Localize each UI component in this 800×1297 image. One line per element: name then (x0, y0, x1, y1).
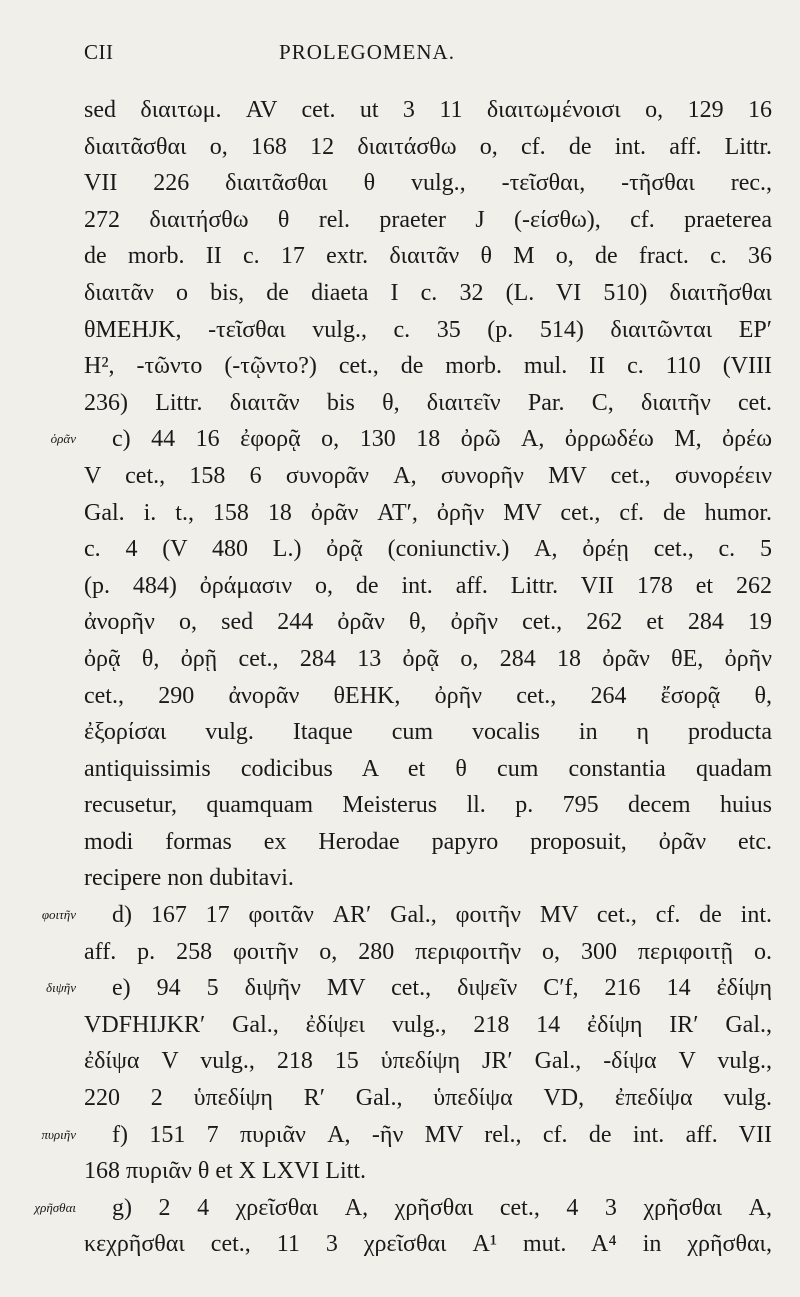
line-text: c. 4 (V 480 L.) ὀρᾷ (coniunctiv.) A, ὀρέῃ cet., c. 5 (84, 536, 772, 563)
text-line (50, 421, 772, 458)
line-text: Gal. i. t., 158 18 ὀρᾶν AT′, ὀρῆν MV cet., cf. de humor. (84, 499, 772, 526)
text-line (84, 1226, 772, 1263)
text-line (84, 1007, 772, 1044)
text-line (84, 1043, 772, 1080)
line-text: e) 94 5 διψῆν MV cet., διψεῖν C′f, 216 14 ἐδίψη (112, 975, 772, 1002)
text-line (84, 568, 772, 605)
page-body (34, 92, 772, 1263)
line-text: 236) Littr. διαιτᾶν bis θ, διαιτεῖν Par. C, διαιτῆν cet. (84, 389, 772, 416)
text-line (84, 824, 772, 861)
line-text: ὀρᾷ θ, ὀρῇ cet., 284 13 ὀρᾷ ο, 284 18 ὀρᾶν θE, ὀρῆν (84, 645, 772, 672)
line-text: ἀνορῆν ο, sed 244 ὀρᾶν θ, ὀρῆν cet., 262 et 284 19 (84, 609, 772, 636)
line-text: d) 167 17 φοιτᾶν AR′ Gal., φοιτῆν MV cet., cf. de int. (112, 902, 772, 929)
line-text: H², -τῶντο (-τῷντο?) cet., de morb. mul. II c. 110 (VIII (84, 353, 772, 380)
line-text: f) 151 7 πυριᾶν A, -ῆν MV rel., cf. de int. aff. VII (112, 1121, 772, 1148)
line-text: V cet., 158 6 συνορᾶν A, συνορῆν MV cet., συνορέειν (84, 462, 772, 489)
text-line (46, 970, 772, 1007)
line-text: g) 2 4 χρεῖσθαι A, χρῆσθαι cet., 4 3 χρῆσθαι A, (112, 1194, 772, 1221)
running-head: PROLEGOMENA. (279, 40, 455, 64)
text-line (41, 1117, 772, 1154)
text-line (84, 641, 772, 678)
page-number: CII (84, 40, 114, 64)
margin-note: χρῆσθαι (34, 1199, 76, 1215)
line-text: θMEHJK, -τεῖσθαι vulg., c. 35 (p. 514) διαιτῶνται EP′ (84, 316, 772, 343)
line-text: de morb. II c. 17 extr. διαιτᾶν θ M ο, de fract. c. 36 (84, 243, 772, 270)
text-line (84, 860, 772, 897)
text-line (84, 751, 772, 788)
text-line (84, 604, 772, 641)
line-text: recipere non dubitavi. (84, 865, 294, 892)
line-text: 272 διαιτήσθω θ rel. praeter J (-είσθω), cf. praeterea (84, 206, 772, 233)
line-text: c) 44 16 ἐφορᾷ ο, 130 18 ὀρῶ A, ὀρρωδέω M, ὀρέω (112, 426, 772, 453)
line-text: ἐδίψα V vulg., 218 15 ὑπεδίψη JR′ Gal., -δίψα V vulg., (84, 1048, 772, 1075)
line-text: sed διαιτωμ. AV cet. ut 3 11 διαιτωμένοισι ο, 129 16 (84, 97, 772, 123)
line-text: recusetur, quamquam Meisterus ll. p. 795 decem huius (84, 792, 772, 819)
line-text: ἐξορίσαι vulg. Itaque cum vocalis in η producta (84, 719, 772, 746)
line-text: διαιτᾶν ο bis, de diaeta I c. 32 (L. VI 510) διαιτῆσθαι (84, 279, 772, 306)
margin-note: πυριῆν (41, 1126, 76, 1142)
line-text: 220 2 ὑπεδίψη R′ Gal., ὑπεδίψα VD, ἐπεδίψα vulg. (84, 1085, 772, 1112)
text-line (84, 92, 772, 129)
line-text: κεχρῆσθαι cet., 11 3 χρεῖσθαι A¹ mut. A⁴ in χρῆσθαι, (84, 1231, 772, 1258)
line-text: VDFHIJKR′ Gal., ἐδίψει vulg., 218 14 ἐδίψη IR′ Gal., (84, 1011, 772, 1038)
text-line (84, 531, 772, 568)
line-text: aff. p. 258 φοιτῆν ο, 280 περιφοιτῆν ο, 300 περιφοιτῇ ο. (84, 938, 772, 965)
margin-note: ὁρᾶν (50, 431, 76, 447)
line-text: VII 226 διαιτᾶσθαι θ vulg., -τεῖσθαι, -τῆσθαι rec., (84, 170, 772, 197)
line-text: modi formas ex Herodae papyro proposuit, ὀρᾶν etc. (84, 828, 772, 855)
text-line (84, 348, 772, 385)
text-line (84, 678, 772, 715)
text-line (84, 312, 772, 349)
text-line (84, 202, 772, 239)
text-line (84, 129, 772, 166)
text-line (84, 1080, 772, 1117)
text-line (84, 495, 772, 532)
text-line (84, 385, 772, 422)
text-line (84, 165, 772, 202)
text-line (84, 458, 772, 495)
line-text: διαιτᾶσθαι ο, 168 12 διαιτάσθω ο, cf. de int. aff. Littr. (84, 133, 772, 160)
page-header (84, 40, 760, 76)
line-text: antiquissimis codicibus A et θ cum constantia quadam (84, 755, 772, 782)
margin-note: διψῆν (46, 980, 76, 996)
text-line (84, 714, 772, 751)
text-line (84, 275, 772, 312)
line-text: (p. 484) ὀράμασιν ο, de int. aff. Littr. VII 178 et 262 (84, 572, 772, 599)
text-line (84, 1153, 772, 1190)
text-line (84, 934, 772, 971)
text-line (34, 1190, 772, 1227)
margin-note: φοιτῆν (41, 907, 76, 923)
line-text: cet., 290 ἀνορᾶν θEHK, ὀρῆν cet., 264 ἔσορᾷ θ, (84, 682, 772, 709)
line-text: 168 πυριᾶν θ et X LXVI Litt. (84, 1158, 366, 1185)
text-line (84, 787, 772, 824)
text-line (41, 897, 772, 934)
text-line (84, 238, 772, 275)
